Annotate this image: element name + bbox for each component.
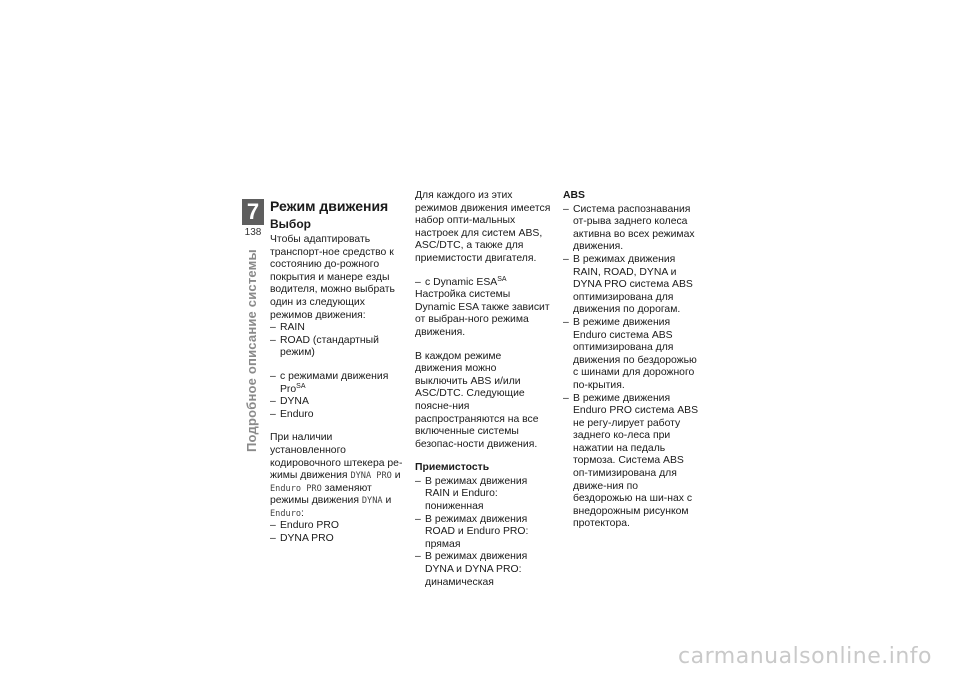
column-1 <box>270 190 406 546</box>
code-text: Enduro <box>270 508 302 519</box>
code-text: DYNA <box>361 496 383 507</box>
list-item: – Enduro <box>270 409 406 422</box>
list-item: – DYNA <box>270 396 406 409</box>
list-item-esa <box>415 277 551 290</box>
intro-paragraph: Чтобы адаптировать транспорт-ное средство к состоянию до-рожного покрытия и манере езды водителя, можно выбрать один из следующих режимов движения: <box>270 234 395 321</box>
list-item: – ROAD (стандартный режим) <box>270 335 406 360</box>
column-3 <box>563 190 699 531</box>
column-2 <box>415 190 551 589</box>
list-item: – В режимах движения DYNA и DYNA PRO: динамическая <box>415 551 551 589</box>
code-text: Enduro PRO <box>270 483 322 494</box>
abs-asc-paragraph: В каждом режиме движения можно выключить ABS и/или ASC/DTC. Следующие поясне-ния распространяются на все включенные системы безопас-ности движения. <box>415 350 539 450</box>
chapter-number-badge: 7 <box>242 199 264 225</box>
watermark: carmanualsonline.info <box>678 644 932 669</box>
para-text: заменяют режимы движения <box>270 482 372 507</box>
para-text: : <box>301 507 304 519</box>
list-item: – DYNA PRO <box>270 533 406 546</box>
coding-plug-paragraph <box>270 432 406 520</box>
esa-paragraph: Настройка системы Dynamic ESA также зависит от выбран-ного режима движения. <box>415 289 550 338</box>
para-text: и <box>385 495 392 507</box>
sa-marker: SA <box>497 275 507 283</box>
para-text: При наличии установленного кодировочного штекера ре-жимы движения <box>270 432 403 482</box>
abs-heading: ABS <box>563 190 585 201</box>
list-item: – В режимах движения ROAD и Enduro PRO: прямая <box>415 514 551 552</box>
list-item: – В режиме движения Enduro система ABS оптимизирована для движения по бездорожью с шинами для дорожного по-крытия. <box>563 317 699 393</box>
list-item: – RAIN <box>270 322 406 335</box>
subsection-title: Выбор <box>270 217 311 231</box>
list-item: – В режимах движения RAIN, ROAD, DYNA и DYNA PRO система ABS оптимизирована для движения по дорогам. <box>563 254 699 317</box>
modes-paragraph: Для каждого из этих режимов движения имеется набор опти-мальных настроек для систем ABS, ASC/DTC, а также для приемистости двигателя. <box>415 190 551 264</box>
para-text: и <box>394 470 401 482</box>
list-item: – В режимах движения RAIN и Enduro: пониженная <box>415 476 551 514</box>
list-item: – Система распознавания от-рыва заднего колеса активна во всех режимах движения. <box>563 204 699 254</box>
list-item-pro <box>270 371 406 396</box>
code-text: DYNA PRO <box>350 471 392 482</box>
list-item: – В режиме движения Enduro PRO система ABS не регу-лирует работу заднего ко-леса при нажатии на педаль тормоза. Система ABS оп-тимизирована для движе-ния по бездорожью на ши-нах с внедорожным рисунком протектора. <box>563 393 699 532</box>
page-number: 138 <box>244 227 262 238</box>
section-title: Режим движения <box>270 198 389 214</box>
sa-marker: SA <box>296 382 306 390</box>
response-heading: Приемистость <box>415 462 490 474</box>
chapter-side-title: Подробное описание системы <box>244 249 259 452</box>
list-item: – Enduro PRO <box>270 520 406 533</box>
list-item-text: с режимами движения Pro <box>280 370 389 395</box>
list-item-text: с Dynamic ESA <box>425 276 498 288</box>
